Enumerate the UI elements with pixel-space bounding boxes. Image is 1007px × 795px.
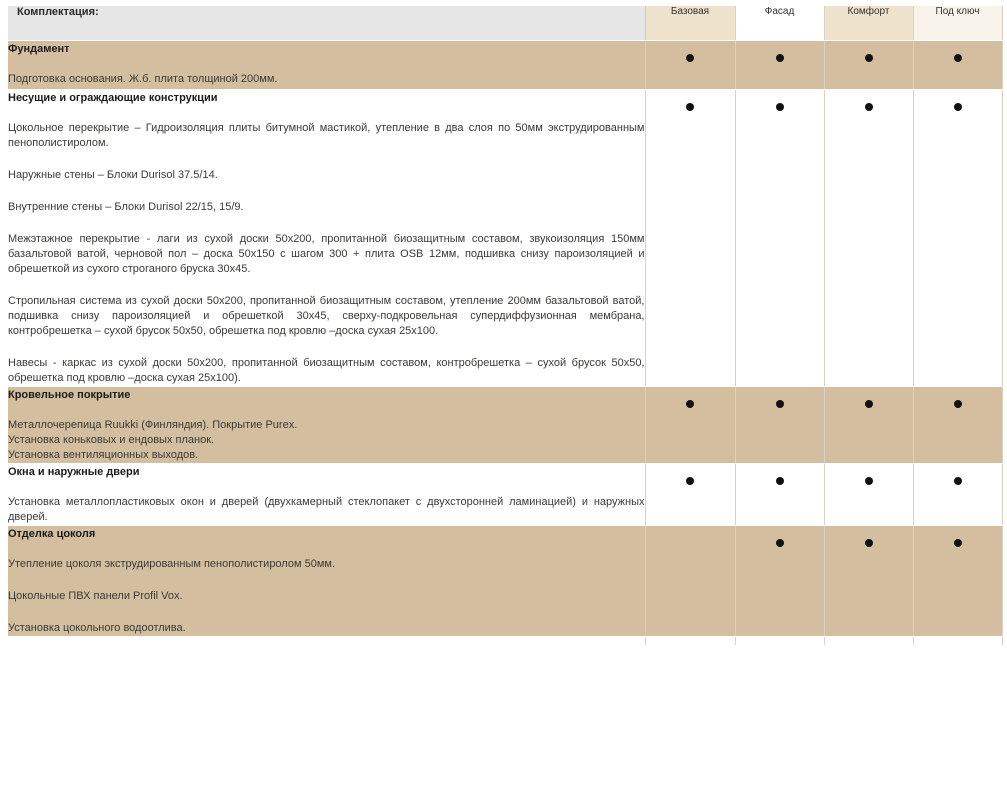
mark-cell [913,526,1002,637]
mark-cell [824,464,913,526]
row-description [8,90,645,387]
included-dot-icon [686,103,694,111]
included-dot-icon [686,400,694,408]
row-description [8,464,645,526]
mark-cell [824,90,913,387]
row-paragraph: Межэтажное перекрытие - лаги из сухой доски 50х200, пропитанной биозащитным составом, звукоизоляция 150мм базальтовой ватой, черновой пол – доска 50х150 с шагом 300 + плита OSB 12мм, подшивка снизу пароизоляцией и обрешеткой из сухого строганого бруска 30х45. [8,233,645,275]
row-paragraph: Навесы - каркас из сухой доски 50х200, пропитанной биозащитным составом, контробрешетка – сухой брусок 50х50, обрешетка под кровлю –доска сухая 25х100). [8,357,645,384]
mark-cell [824,387,913,464]
mark-cell [913,464,1002,526]
included-dot-icon [865,400,873,408]
column-header-comfort: Комфорт [824,6,913,41]
included-dot-icon [776,103,784,111]
row-paragraph: Цокольные ПВХ панели Profil Vox. [8,590,183,602]
mark-cell [645,387,735,464]
row-paragraph: Установка коньковых и ендовых планок. [8,434,215,446]
column-header-base: Базовая [645,6,735,41]
mark-cell [913,637,1002,646]
included-dot-icon [776,400,784,408]
included-dot-icon [954,103,962,111]
included-dot-icon [954,539,962,547]
row-title: Фундамент [8,43,70,55]
included-dot-icon [865,103,873,111]
included-dot-icon [954,477,962,485]
mark-cell [913,41,1002,90]
row-paragraph: Цокольное перекрытие – Гидроизоляция плиты битумной мастикой, утепление в два слоя по 50мм экструдированным пенополистиролом. [8,122,645,149]
mark-cell [645,526,735,637]
row-title: Отделка цоколя [8,528,96,540]
included-dot-icon [686,54,694,62]
row-paragraph: Наружные стены – Блоки Durisol 37.5/14. [8,169,218,181]
configuration-table [8,6,1003,646]
mark-cell [645,41,735,90]
table-header-row [8,6,1002,41]
included-dot-icon [776,54,784,62]
row-paragraph: Подготовка основания. Ж.б. плита толщиной 200мм. [8,73,278,85]
table-row-plinth-finish [8,526,1002,637]
mark-cell [824,637,913,646]
included-dot-icon [776,539,784,547]
included-dot-icon [954,54,962,62]
mark-cell [735,637,824,646]
row-paragraph: Установка металлопластиковых окон и дверей (двухкамерный стеклопакет с двухсторонней ламинацией) и наружных дверей. [8,496,645,523]
included-dot-icon [686,477,694,485]
table-header-title: Комплектация: [8,6,645,41]
mark-cell [735,387,824,464]
mark-cell [824,41,913,90]
row-paragraph: Внутренние стены – Блоки Durisol 22/15, 15/9. [8,201,244,213]
row-description [8,637,645,646]
included-dot-icon [865,477,873,485]
row-title: Несущие и ограждающие конструкции [8,92,218,104]
row-description [8,387,645,464]
column-header-turnkey: Под ключ [913,6,1002,41]
mark-cell [735,526,824,637]
row-paragraph: Металлочерепица Ruukki (Финляндия). Покрытие Purex. [8,419,298,431]
table-row-structures [8,90,1002,387]
mark-cell [645,637,735,646]
row-title: Кровельное покрытие [8,389,131,401]
included-dot-icon [776,477,784,485]
row-paragraph: Стропильная система из сухой доски 50х200, пропитанной биозащитным составом, утепление 200мм базальтовой ватой, подшивка снизу пароизоляцией и обрешеткой 30х45, сверху-подкровельная супердиффузионная мембрана, контробрешетка – сухой брусок 50х50, обрешетка под кровлю –доска сухая 25х100. [8,295,645,337]
row-description [8,526,645,637]
mark-cell [824,526,913,637]
row-paragraph: Утепление цоколя экструдированным пенополистиролом 50мм. [8,558,336,570]
mark-cell [913,387,1002,464]
table-row-windows-doors [8,464,1002,526]
column-header-facade: Фасад [735,6,824,41]
row-paragraph: Установка цокольного водоотлива. [8,622,186,634]
mark-cell [735,90,824,387]
table-row-foundation [8,41,1002,90]
table-row-next [8,637,1002,646]
row-description [8,41,645,90]
mark-cell [913,90,1002,387]
row-paragraph: Установка вентиляционных выходов. [8,449,199,461]
mark-cell [645,90,735,387]
included-dot-icon [865,54,873,62]
included-dot-icon [954,400,962,408]
table-row-roofing [8,387,1002,464]
included-dot-icon [865,539,873,547]
mark-cell [735,464,824,526]
mark-cell [645,464,735,526]
row-title: Окна и наружные двери [8,466,140,478]
mark-cell [735,41,824,90]
